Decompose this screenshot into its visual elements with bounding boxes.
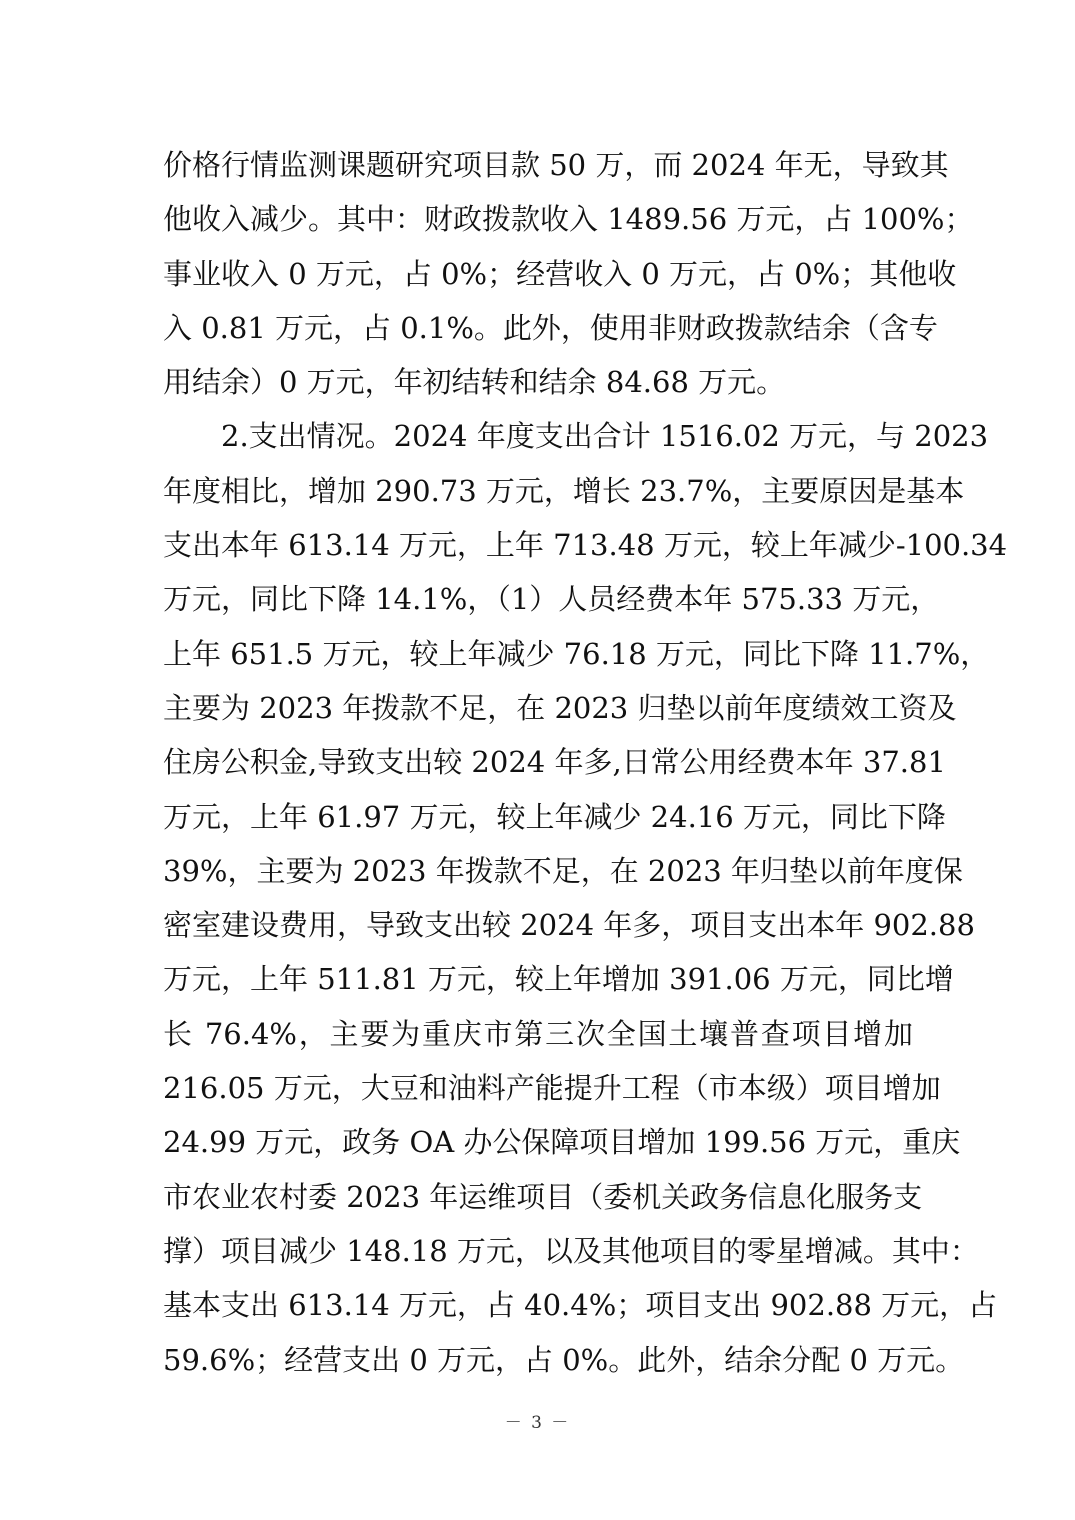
text-line: 万元，同比下降 14.1%，（1）人员经费本年 575.33 万元， [163,582,940,617]
text-line: 事业收入 0 万元，占 0%；经营收入 0 万元，占 0%；其他收 [163,256,957,291]
text-line: 支出本年 613.14 万元，上年 713.48 万元，较上年减少-100.34 [163,528,1008,563]
paragraph-expenditure [163,409,1008,1386]
text-line: 万元，上年 511.81 万元，较上年增加 391.06 万元，同比增 [163,962,954,997]
text-line: 主要为 2023 年拨款不足，在 2023 归垫以前年度绩效工资及 [163,690,957,725]
text-line: 2.支出情况。2024 年度支出合计 1516.02 万元，与 2023 [221,419,989,454]
text-line: 24.99 万元，政务 OA 办公保障项目增加 199.56 万元，重庆 [163,1125,961,1160]
page-number: － 3 － [504,1413,571,1433]
text-line: 216.05 万元，大豆和油料产能提升工程（市本级）项目增加 [163,1071,941,1106]
text-line: 入 0.81 万元，占 0.1%。此外，使用非财政拨款结余（含专 [163,310,938,345]
text-line: 基本支出 613.14 万元，占 40.4%；项目支出 902.88 万元，占 [163,1288,998,1323]
text-line: 他收入减少。其中：财政拨款收入 1489.56 万元，占 100%； [163,202,974,237]
text-line: 长 76.4%，主要为重庆市第三次全国土壤普查项目增加 [163,1016,913,1051]
text-line: 上年 651.5 万元，较上年减少 76.18 万元，同比下降 11.7%， [163,636,990,671]
text-line: 密室建设费用，导致支出较 2024 年多，项目支出本年 902.88 [163,908,975,943]
text-line: 59.6%；经营支出 0 万元，占 0%。此外，结余分配 0 万元。 [163,1342,965,1377]
text-line: 万元，上年 61.97 万元，较上年减少 24.16 万元，同比下降 [163,799,946,834]
body-text [163,138,1008,1387]
text-line: 价格行情监测课题研究项目款 50 万，而 2024 年无，导致其 [163,148,949,182]
text-line: 年度相比，增加 290.73 万元，增长 23.7%，主要原因是基本 [163,473,965,508]
text-line: 用结余）0 万元，年初结转和结余 84.68 万元。 [163,365,786,400]
text-line: 住房公积金,导致支出较 2024 年多,日常公用经费本年 37.81 [163,745,946,780]
text-line: 39%，主要为 2023 年拨款不足，在 2023 年归垫以前年度保 [163,853,963,888]
text-line: 撑）项目减少 148.18 万元，以及其他项目的零星增减。其中： [163,1233,979,1268]
paragraph-income [163,138,974,409]
text-line: 市农业农村委 2023 年运维项目（委机关政务信息化服务支 [163,1179,923,1214]
